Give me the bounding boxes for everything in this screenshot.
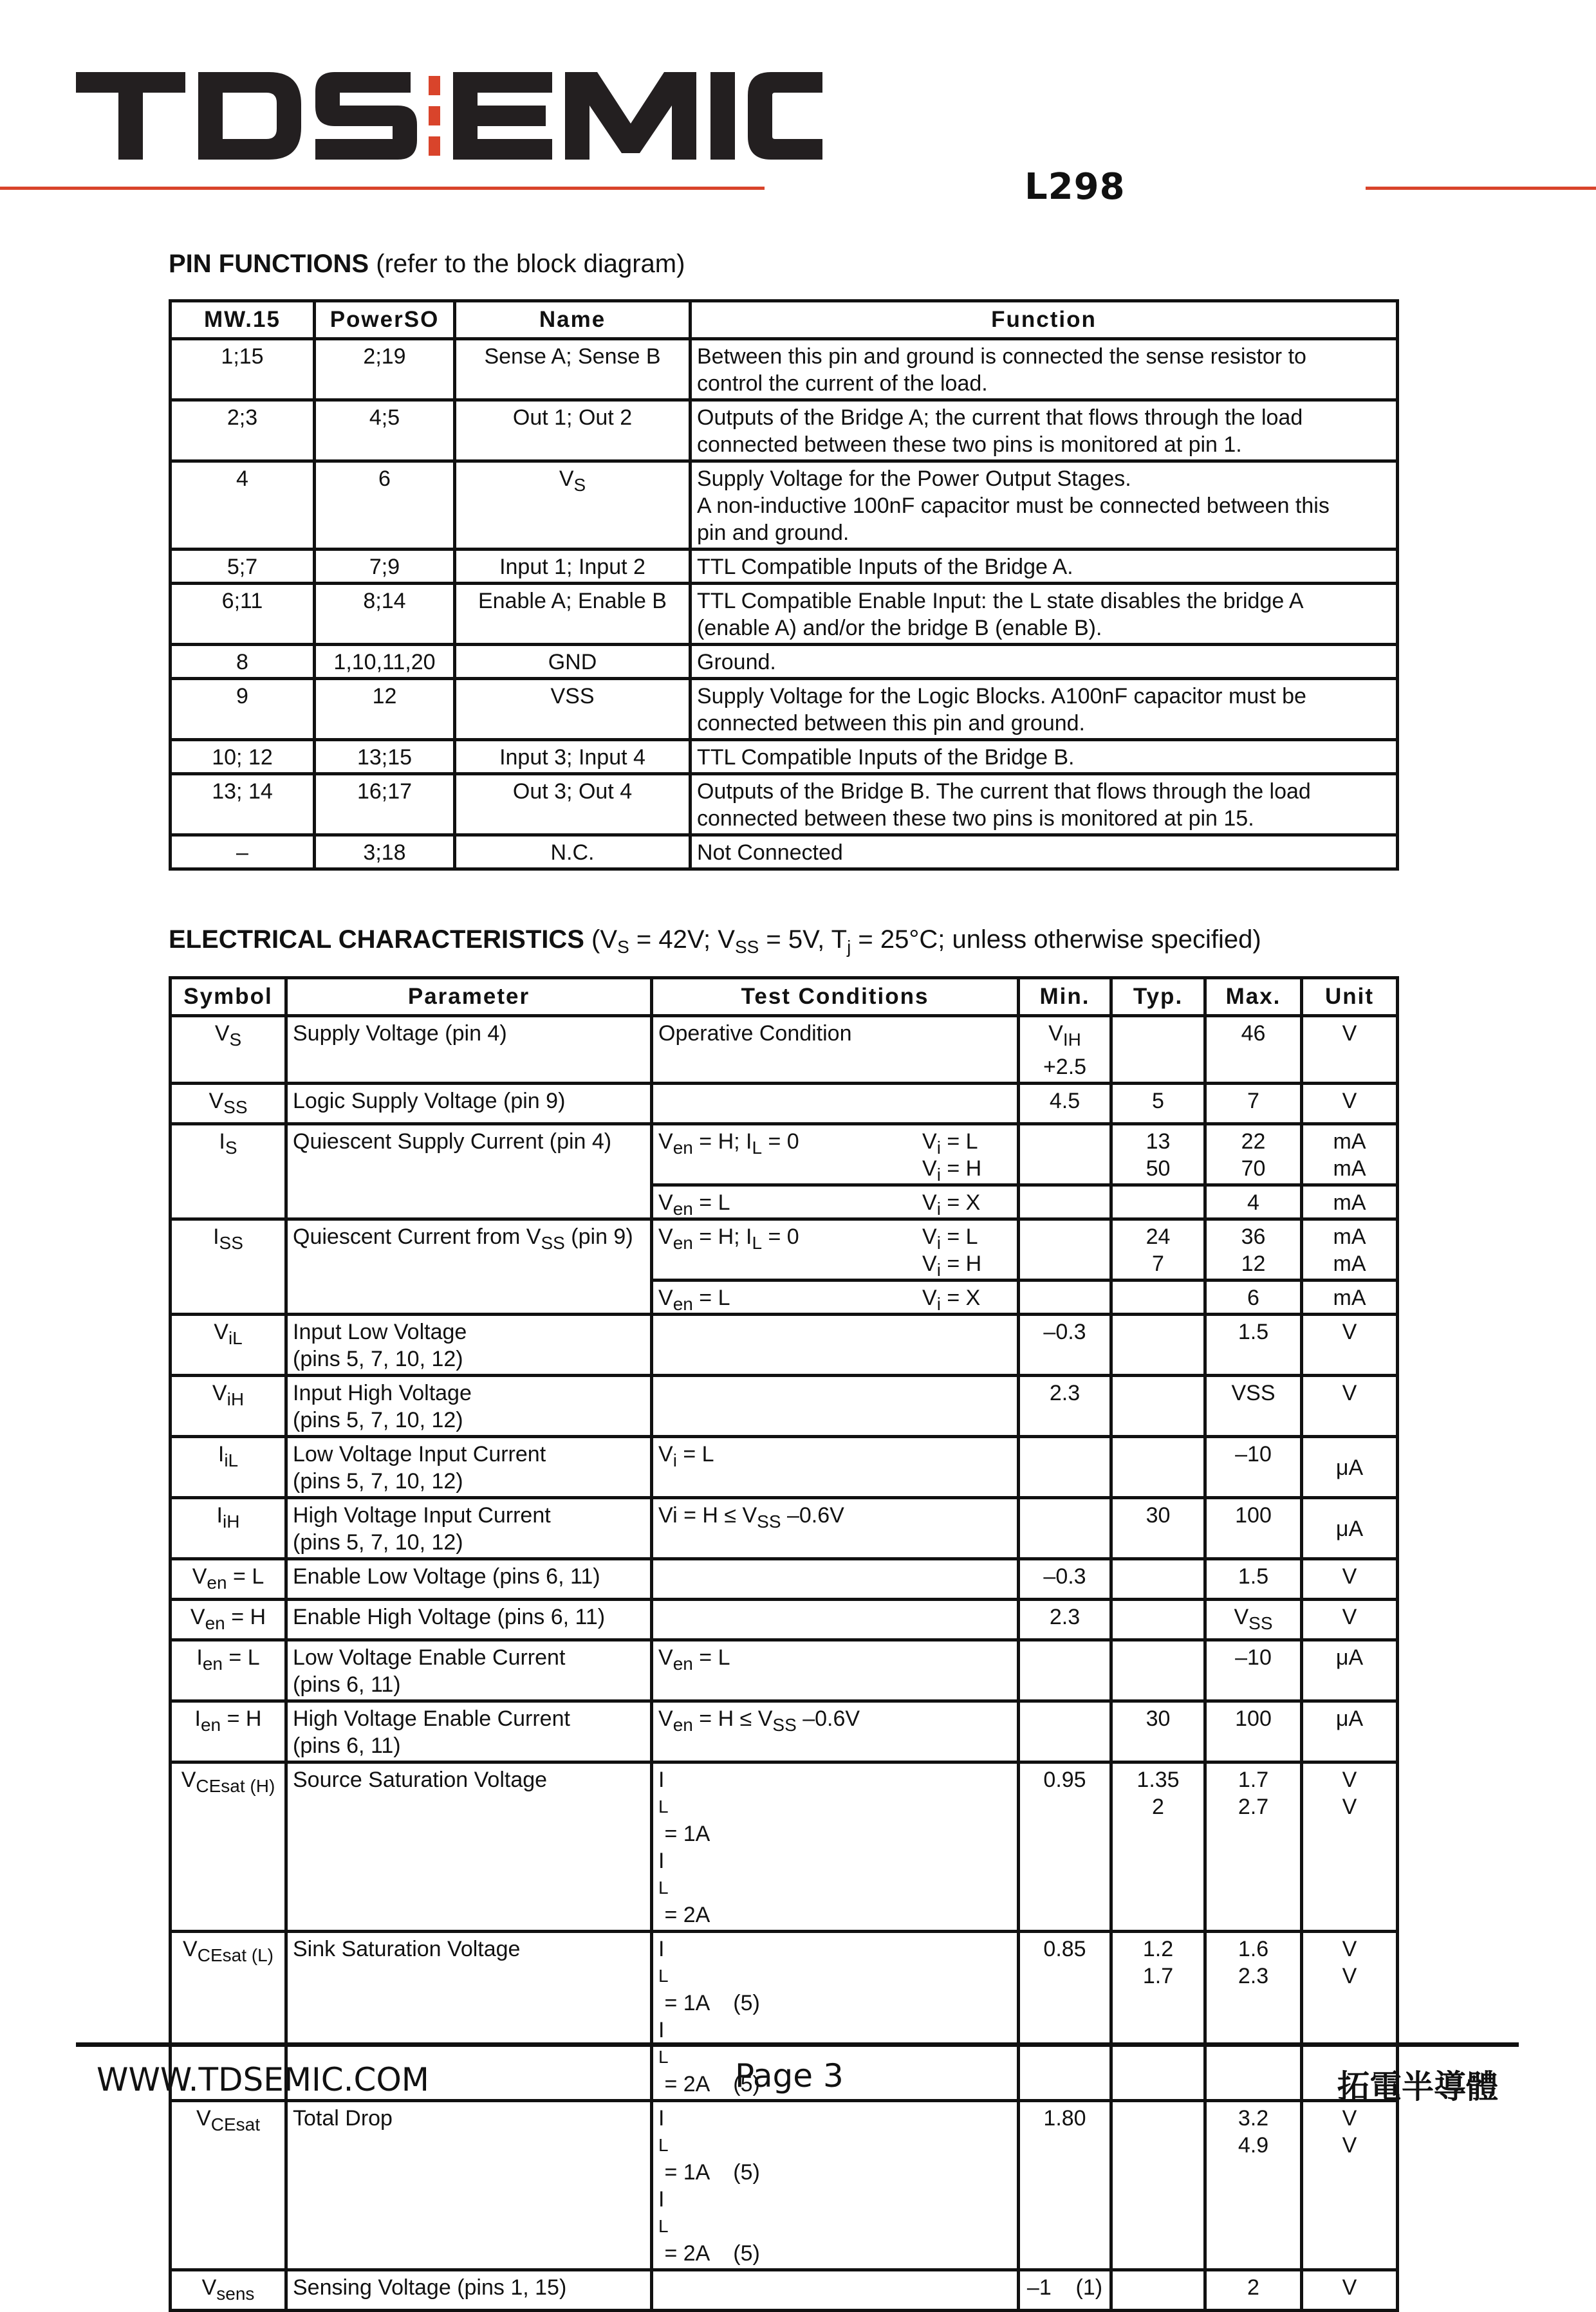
pin-functions-note: (refer to the block diagram): [376, 250, 685, 278]
powerso-cell: 1,10,11,20: [315, 645, 455, 679]
mw15-cell: 5;7: [171, 550, 315, 584]
symbol-cell: $V_{iH}$: [171, 1376, 286, 1437]
powerso-cell: 4;5: [315, 400, 455, 461]
parameter-cell: Sink Saturation Voltage: [286, 1932, 652, 2101]
typ-cell: [1111, 2101, 1205, 2270]
col-test-conditions: Test Conditions: [652, 978, 1019, 1016]
symbol-cell: $V_{en} = L$: [171, 1559, 286, 1600]
typ-cell: [1111, 1437, 1205, 1498]
powerso-cell: 6: [315, 461, 455, 550]
max-cell: 2: [1205, 2270, 1302, 2311]
unit-cell: V: [1302, 1559, 1398, 1600]
powerso-cell: 2;19: [315, 339, 455, 400]
header-rule-left: [0, 187, 765, 190]
unit-cell: μA: [1302, 1640, 1398, 1701]
condition-cell: [652, 1376, 1019, 1437]
unit-cell: V: [1302, 2270, 1398, 2311]
table-header-row: [171, 978, 1398, 1016]
table-row: [171, 1016, 1398, 1084]
table-row: [171, 584, 1398, 645]
electrical-title: ELECTRICAL CHARACTERISTICS ($V_S = 42V$; $V_{SS} = 5V$, $T_j = 25^\circ C$; unless otherwise specified): [169, 925, 1261, 957]
header-rule-right: [1366, 187, 1596, 190]
condition-cell: [652, 2270, 1019, 2311]
typ-cell: [1111, 1016, 1205, 1084]
function-cell: TTL Compatible Inputs of the Bridge A.: [691, 550, 1398, 584]
name-cell: VSS: [455, 679, 691, 740]
function-cell: Supply Voltage for the Power Output Stages. A non-inductive 100nF capacitor must be connected between this pin and ground.: [691, 461, 1398, 550]
condition-cell: [652, 1559, 1019, 1600]
unit-cell: V: [1302, 1084, 1398, 1124]
parameter-cell: Low Voltage Input Current (pins 5, 7, 10, 12): [286, 1437, 652, 1498]
symbol-cell: $V_{CEsat (L)}$: [171, 1932, 286, 2101]
col-unit: Unit: [1302, 978, 1398, 1016]
min-cell: [1019, 1498, 1111, 1559]
table-row: [171, 2101, 1398, 2270]
condition-cell: $V_{en} = L$ $V_i = X$: [652, 1185, 1019, 1219]
table-header-row: [171, 301, 1398, 339]
unit-cell: mA: [1302, 1281, 1398, 1315]
typ-cell: 30: [1111, 1701, 1205, 1762]
mw15-cell: 2;3: [171, 400, 315, 461]
min-cell: 1.80: [1019, 2101, 1111, 2270]
mw15-cell: 9: [171, 679, 315, 740]
name-cell: N.C.: [455, 835, 691, 869]
unit-cell: μA: [1302, 1498, 1398, 1559]
name-cell: $V_S$: [455, 461, 691, 550]
name-cell: Out 3; Out 4: [455, 774, 691, 835]
powerso-cell: 16;17: [315, 774, 455, 835]
table-row: [171, 1559, 1398, 1600]
symbol-cell: $V_{en} = H$: [171, 1600, 286, 1640]
symbol-cell: $I_{iL}$: [171, 1437, 286, 1498]
max-cell: 100: [1205, 1498, 1302, 1559]
col-function: Function: [691, 301, 1398, 339]
parameter-cell: Quiescent Supply Current (pin 4): [286, 1124, 652, 1219]
symbol-cell: $V_{SS}$: [171, 1084, 286, 1124]
mw15-cell: 1;15: [171, 339, 315, 400]
typ-cell: [1111, 1559, 1205, 1600]
table-row: [171, 1640, 1398, 1701]
condition-cell: Operative Condition: [652, 1016, 1019, 1084]
table-row: [171, 1315, 1398, 1376]
min-cell: 2.3: [1019, 1600, 1111, 1640]
condition-cell: I L = 1A I L = 2A: [652, 1762, 1019, 1932]
typ-cell: [1111, 1600, 1205, 1640]
max-cell: 3.2 4.9: [1205, 2101, 1302, 2270]
symbol-cell: $I_{en} = H$: [171, 1701, 286, 1762]
parameter-cell: Low Voltage Enable Current (pins 6, 11): [286, 1640, 652, 1701]
min-cell: 2.3: [1019, 1376, 1111, 1437]
table-row: [171, 1701, 1398, 1762]
symbol-cell: $V_{CEsat}$: [171, 2101, 286, 2270]
min-cell: $V_{IH} +2.5$: [1019, 1016, 1111, 1084]
parameter-cell: Enable Low Voltage (pins 6, 11): [286, 1559, 652, 1600]
unit-cell: μA: [1302, 1701, 1398, 1762]
unit-cell: mA mA: [1302, 1124, 1398, 1185]
table-row: [171, 835, 1398, 869]
table-row: [171, 740, 1398, 774]
name-cell: Sense A; Sense B: [455, 339, 691, 400]
symbol-cell: $I_{iH}$: [171, 1498, 286, 1559]
max-cell: 1.5: [1205, 1315, 1302, 1376]
table-row: [171, 1437, 1398, 1498]
condition-cell: $V_{en} = L$: [652, 1640, 1019, 1701]
max-cell: 36 12: [1205, 1219, 1302, 1281]
function-cell: TTL Compatible Inputs of the Bridge B.: [691, 740, 1398, 774]
min-cell: 0.95: [1019, 1762, 1111, 1932]
unit-cell: mA: [1302, 1185, 1398, 1219]
condition-cell: I L = 1A (5) I L = 2A (5): [652, 1932, 1019, 2101]
table-row: [171, 550, 1398, 584]
function-cell: TTL Compatible Enable Input: the L state disables the bridge A (enable A) and/or the bridge B (enable B).: [691, 584, 1398, 645]
part-number: L298: [1025, 166, 1126, 208]
max-cell: 1.6 2.3: [1205, 1932, 1302, 2101]
powerso-cell: 7;9: [315, 550, 455, 584]
min-cell: [1019, 1124, 1111, 1185]
function-cell: Outputs of the Bridge A; the current that flows through the load connected between these two pins is monitored at pin 1.: [691, 400, 1398, 461]
condition-cell: $V_i = L$: [652, 1437, 1019, 1498]
max-cell: 4: [1205, 1185, 1302, 1219]
parameter-cell: Supply Voltage (pin 4): [286, 1016, 652, 1084]
parameter-cell: High Voltage Input Current (pins 5, 7, 10, 12): [286, 1498, 652, 1559]
pin-functions-title: [169, 250, 685, 279]
col-mw15: MW.15: [171, 301, 315, 339]
symbol-cell: $V_{sens}$: [171, 2270, 286, 2311]
powerso-cell: 3;18: [315, 835, 455, 869]
max-cell: 1.5: [1205, 1559, 1302, 1600]
condition-cell: $Vi = H \le V_{SS}$ –0.6V: [652, 1498, 1019, 1559]
mw15-cell: 10; 12: [171, 740, 315, 774]
min-cell: –0.3: [1019, 1559, 1111, 1600]
max-cell: 46: [1205, 1016, 1302, 1084]
table-row: [171, 1219, 1398, 1281]
symbol-cell: $V_{iL}$: [171, 1315, 286, 1376]
table-row: [171, 1124, 1398, 1185]
col-parameter: Parameter: [286, 978, 652, 1016]
parameter-cell: Total Drop: [286, 2101, 652, 2270]
typ-cell: [1111, 1315, 1205, 1376]
footer-rule: [76, 2042, 1519, 2047]
page-number: Page 3: [735, 2057, 844, 2095]
typ-cell: 24 7: [1111, 1219, 1205, 1281]
table-row: [171, 1376, 1398, 1437]
pin-functions-heading: PIN FUNCTIONS: [169, 250, 369, 278]
max-cell: $V_{SS}$: [1205, 1600, 1302, 1640]
unit-cell: V V: [1302, 1762, 1398, 1932]
function-cell: Supply Voltage for the Logic Blocks. A100nF capacitor must be connected between this pin and ground.: [691, 679, 1398, 740]
parameter-cell: Enable High Voltage (pins 6, 11): [286, 1600, 652, 1640]
name-cell: Out 1; Out 2: [455, 400, 691, 461]
unit-cell: V: [1302, 1315, 1398, 1376]
min-cell: 0.85: [1019, 1932, 1111, 2101]
function-cell: Ground.: [691, 645, 1398, 679]
typ-cell: 13 50: [1111, 1124, 1205, 1185]
parameter-cell: Logic Supply Voltage (pin 9): [286, 1084, 652, 1124]
electrical-characteristics-table: [169, 976, 1399, 2312]
col-powerso: PowerSO: [315, 301, 455, 339]
table-row: [171, 339, 1398, 400]
condition-cell: I L = 1A (5) I L = 2A (5): [652, 2101, 1019, 2270]
parameter-cell: Source Saturation Voltage: [286, 1762, 652, 1932]
typ-cell: [1111, 1281, 1205, 1315]
condition-cell: [652, 1600, 1019, 1640]
unit-cell: μA: [1302, 1437, 1398, 1498]
min-cell: [1019, 1640, 1111, 1701]
typ-cell: [1111, 1376, 1205, 1437]
footer-website[interactable]: WWW.TDSEMIC.COM: [97, 2061, 429, 2098]
max-cell: 1.7 2.7: [1205, 1762, 1302, 1932]
powerso-cell: 8;14: [315, 584, 455, 645]
pin-functions-table: [169, 299, 1399, 871]
table-row: [171, 679, 1398, 740]
max-cell: 7: [1205, 1084, 1302, 1124]
max-cell: 100: [1205, 1701, 1302, 1762]
table-row: [171, 400, 1398, 461]
typ-cell: [1111, 2270, 1205, 2311]
condition-cell: $V_{en} = H$; $I_L = 0$ $V_i = L$ $V_i = H$: [652, 1124, 1019, 1185]
powerso-cell: 12: [315, 679, 455, 740]
max-cell: 22 70: [1205, 1124, 1302, 1185]
mw15-cell: 8: [171, 645, 315, 679]
min-cell: –1 (1): [1019, 2270, 1111, 2311]
condition-cell: $V_{en} = L$ $V_i = X$: [652, 1281, 1019, 1315]
max-cell: –10: [1205, 1640, 1302, 1701]
symbol-cell: $V_S$: [171, 1016, 286, 1084]
condition-cell: $V_{en} = H$; $I_L = 0$ $V_i = L$ $V_i = H$: [652, 1219, 1019, 1281]
electrical-heading: ELECTRICAL CHARACTERISTICS: [169, 925, 584, 954]
typ-cell: 30: [1111, 1498, 1205, 1559]
table-row: [171, 461, 1398, 550]
condition-cell: [652, 1084, 1019, 1124]
table-row: [171, 1084, 1398, 1124]
table-row: [171, 645, 1398, 679]
name-cell: Enable A; Enable B: [455, 584, 691, 645]
typ-cell: 1.35 2: [1111, 1762, 1205, 1932]
unit-cell: V: [1302, 1016, 1398, 1084]
min-cell: [1019, 1701, 1111, 1762]
function-cell: Between this pin and ground is connected the sense resistor to control the current of the load.: [691, 339, 1398, 400]
symbol-cell: $I_{en} = L$: [171, 1640, 286, 1701]
parameter-cell: High Voltage Enable Current (pins 6, 11): [286, 1701, 652, 1762]
powerso-cell: 13;15: [315, 740, 455, 774]
unit-cell: V V: [1302, 2101, 1398, 2270]
min-cell: –0.3: [1019, 1315, 1111, 1376]
max-cell: –10: [1205, 1437, 1302, 1498]
table-row: [171, 1498, 1398, 1559]
col-max: Max.: [1205, 978, 1302, 1016]
unit-cell: V V: [1302, 1932, 1398, 2101]
min-cell: [1019, 1219, 1111, 1281]
min-cell: [1019, 1281, 1111, 1315]
parameter-cell: Quiescent Current from $V_{SS}$ (pin 9): [286, 1219, 652, 1315]
symbol-cell: $V_{CEsat (H)}$: [171, 1762, 286, 1932]
max-cell: VSS: [1205, 1376, 1302, 1437]
table-row: [171, 1762, 1398, 1932]
mw15-cell: 6;11: [171, 584, 315, 645]
table-row: [171, 2270, 1398, 2311]
parameter-cell: Input Low Voltage (pins 5, 7, 10, 12): [286, 1315, 652, 1376]
name-cell: Input 3; Input 4: [455, 740, 691, 774]
function-cell: Not Connected: [691, 835, 1398, 869]
col-typ: Typ.: [1111, 978, 1205, 1016]
symbol-cell: $I_S$: [171, 1124, 286, 1219]
typ-cell: 1.2 1.7: [1111, 1932, 1205, 2101]
mw15-cell: 4: [171, 461, 315, 550]
mw15-cell: –: [171, 835, 315, 869]
max-cell: 6: [1205, 1281, 1302, 1315]
mw15-cell: 13; 14: [171, 774, 315, 835]
min-cell: 4.5: [1019, 1084, 1111, 1124]
condition-cell: $V_{en} = H \le V_{SS}$ –0.6V: [652, 1701, 1019, 1762]
name-cell: Input 1; Input 2: [455, 550, 691, 584]
col-name: Name: [455, 301, 691, 339]
typ-cell: [1111, 1640, 1205, 1701]
min-cell: [1019, 1437, 1111, 1498]
parameter-cell: Input High Voltage (pins 5, 7, 10, 12): [286, 1376, 652, 1437]
tdsemic-logo: [76, 72, 822, 160]
symbol-cell: $I_{SS}$: [171, 1219, 286, 1315]
company-name-cn: 拓電半導體: [1337, 2068, 1498, 2105]
min-cell: [1019, 1185, 1111, 1219]
function-cell: Outputs of the Bridge B. The current that flows through the load connected between these two pins is monitored at pin 15.: [691, 774, 1398, 835]
col-min: Min.: [1019, 978, 1111, 1016]
col-symbol: Symbol: [171, 978, 286, 1016]
typ-cell: [1111, 1185, 1205, 1219]
unit-cell: mA mA: [1302, 1219, 1398, 1281]
table-row: [171, 1600, 1398, 1640]
table-row: [171, 774, 1398, 835]
parameter-cell: Sensing Voltage (pins 1, 15): [286, 2270, 652, 2311]
name-cell: GND: [455, 645, 691, 679]
condition-cell: [652, 1315, 1019, 1376]
typ-cell: 5: [1111, 1084, 1205, 1124]
unit-cell: V: [1302, 1376, 1398, 1437]
unit-cell: V: [1302, 1600, 1398, 1640]
